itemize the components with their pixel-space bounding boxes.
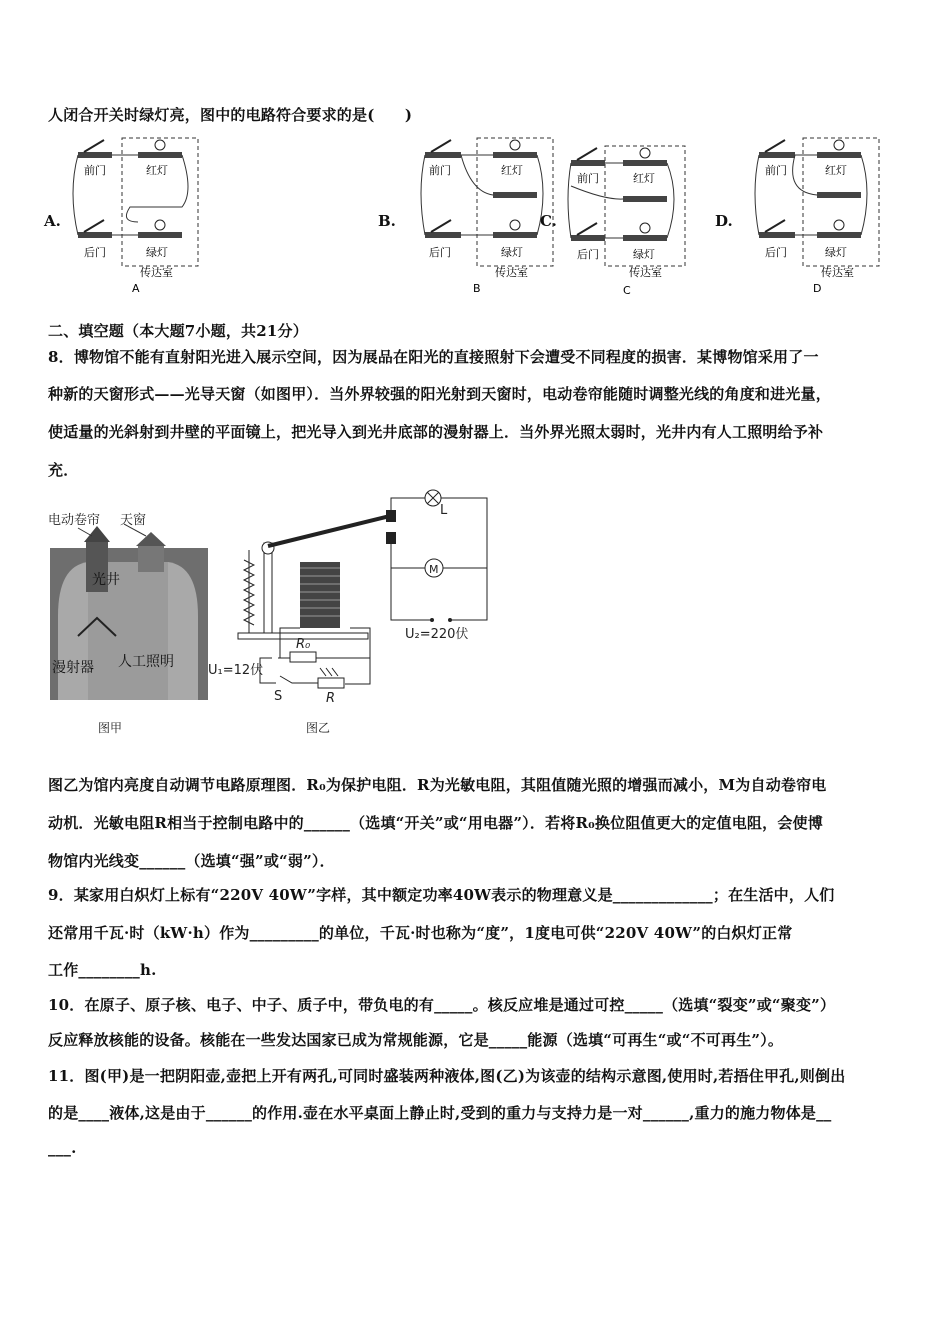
back-switch-base: [425, 232, 461, 238]
figure-jia: [48, 506, 218, 751]
q8-line-3: 使适量的光斜射到井壁的平面镜上，把光导入到光井底部的漫射器上．当外界光照太弱时，光井内有人工照明给予补: [48, 423, 824, 441]
front-door-text: 前门: [84, 164, 106, 177]
back-door-text: 后门: [429, 246, 451, 259]
green-lamp-base: [623, 235, 667, 241]
q11-line-2: 的是____液体,这是由于______的作用.壶在水平桌面上静止时,受到的重力与支持力是一对______,重力的施力物体是__: [48, 1104, 832, 1122]
circuit-diagram-d: [745, 132, 895, 297]
green-lamp-bulb: [510, 220, 520, 230]
red-lamp-bulb: [640, 148, 650, 158]
red-lamp-bulb: [834, 140, 844, 150]
caption-b: B: [473, 282, 481, 295]
front-door-text: 前门: [577, 172, 599, 185]
well-label: 光井: [92, 572, 120, 588]
green-lamp-base: [493, 232, 537, 238]
back-switch-lever: [577, 223, 597, 235]
green-light-text: 绿灯: [501, 246, 523, 259]
back-switch-base: [78, 232, 112, 238]
red-light-text: 红灯: [146, 164, 168, 177]
green-lamp-base: [817, 232, 861, 238]
q10-line-2: 反应释放核能的设备。核能在一些发达国家已成为常规能源，它是_____能源（选填“可再生“或“不可再生”）。: [48, 1031, 784, 1049]
green-light-text: 绿灯: [146, 246, 168, 259]
pointer-line: [78, 528, 92, 536]
r-label: R: [326, 691, 336, 706]
red-lamp-base: [138, 152, 182, 158]
lighting-label: 人工照明: [118, 654, 174, 670]
q7-stem: 人闭合开关时绿灯亮，图中的电路符合要求的是( ): [48, 106, 413, 124]
front-switch-lever: [577, 148, 597, 160]
motor-label: M: [429, 563, 439, 576]
q8-line-1: 8．博物馆不能有直射阳光进入展示空间，因为展品在阳光的直接照射下会遭受不同程度的损害．某博物馆采用了一: [48, 348, 819, 366]
lamp-label: L: [440, 503, 448, 518]
q10-line-1: 10．在原子、原子核、电子、中子、质子中，带负电的有_____。核反应堆是通过可控_____（选填“裂变”或“聚变”）: [48, 996, 836, 1014]
figure-yi-caption: 图乙: [306, 721, 331, 735]
terminal: [430, 618, 434, 622]
motor-wire: [391, 544, 425, 568]
front-switch-base: [425, 152, 461, 158]
red-light-text: 红灯: [825, 164, 847, 177]
room-text: 传达室: [140, 266, 173, 279]
front-door-text: 前门: [429, 164, 451, 177]
room-text: 传达室: [495, 266, 528, 279]
back-door-text: 后门: [84, 246, 106, 259]
red-lamp-base: [493, 152, 537, 158]
back-switch-lever: [431, 220, 451, 232]
terminal: [448, 618, 452, 622]
back-switch-base: [571, 235, 605, 241]
room-text: 传达室: [821, 266, 854, 279]
q11-line-3: ___.: [48, 1139, 77, 1157]
front-switch-lever: [84, 140, 104, 152]
circuit-diagram-a: [60, 132, 210, 297]
option-c-label: C.: [540, 212, 557, 230]
back-door-text: 后门: [765, 246, 787, 259]
green-light-text: 绿灯: [633, 248, 655, 261]
armature-lever: [268, 516, 390, 546]
middle-bar: [493, 192, 537, 198]
q9-line-2: 还常用千瓦·时（kW·h）作为_________的单位，千瓦·时也称为“度”，1度电可供“220V 40W”的白炽灯正常: [48, 924, 793, 942]
r0-resistor: [290, 652, 316, 662]
q8-line-2: 种新的天窗形式——光导天窗（如图甲）．当外界较强的阳光射到天窗时，电动卷帘能随时调整光线的角度和进光量，: [48, 385, 831, 403]
caption-c: C: [623, 284, 631, 297]
q11-line-1: 11．图(甲)是一把阴阳壶,壶把上开有两孔,可同时盛装两种液体,图(乙)为该壶的结构示意图,使用时,若捂住甲孔,则倒出: [48, 1067, 846, 1085]
switch-label: S: [274, 689, 283, 704]
option-b-label: B.: [378, 212, 396, 230]
red-light-text: 红灯: [501, 164, 523, 177]
circuit-diagram-c: [565, 140, 695, 300]
figure-yi: [200, 488, 500, 750]
u1-label: U₁=12伏: [208, 663, 264, 678]
front-switch-lever: [431, 140, 451, 152]
green-light-text: 绿灯: [825, 246, 847, 259]
work-circuit-wires: [391, 498, 487, 620]
front-switch-base: [759, 152, 795, 158]
curtain-label: 电动卷帘: [48, 513, 101, 528]
red-light-text: 红灯: [633, 172, 655, 185]
q8-line-4: 充．: [48, 461, 79, 479]
caption-a: A: [132, 282, 140, 295]
room-text: 传达室: [629, 266, 662, 279]
option-a-label: A.: [44, 212, 61, 230]
front-switch-lever: [765, 140, 785, 152]
back-switch-lever: [765, 220, 785, 232]
caption-d: D: [813, 282, 822, 295]
green-lamp-base: [138, 232, 182, 238]
back-door-text: 后门: [577, 248, 599, 261]
q8-after-line-3: 物馆内光线变______（选填“强”或“弱”）．: [48, 852, 335, 870]
option-d-label: D.: [715, 212, 733, 230]
q8-after-line-1: 图乙为馆内亮度自动调节电路原理图．R₀为保护电阻．R为光敏电阻，其阻值随光照的增强而减小，M为自动卷帘电: [48, 776, 827, 794]
skylight-label: 天窗: [120, 513, 147, 528]
section-heading: 二、填空题（本大题7小题，共21分）: [48, 322, 308, 340]
red-lamp-bulb: [155, 140, 165, 150]
middle-bar: [817, 192, 861, 198]
q9-line-1: 9．某家用白炽灯上标有“220V 40W”字样，其中额定功率40W表示的物理意义是_____________；在生活中，人们: [48, 886, 835, 904]
electromagnet-coil: [300, 562, 340, 628]
green-lamp-bulb: [640, 223, 650, 233]
green-lamp-bulb: [834, 220, 844, 230]
green-lamp-bulb: [155, 220, 165, 230]
q9-line-3: 工作________h.: [48, 961, 157, 979]
back-switch-base: [759, 232, 795, 238]
red-lamp-base: [623, 160, 667, 166]
front-door-text: 前门: [765, 164, 787, 177]
lower-contact: [386, 532, 396, 544]
skylight-cap: [136, 532, 166, 546]
photoresistor: [318, 678, 344, 688]
upper-contact: [386, 510, 396, 522]
light-arrows-icon: [320, 668, 338, 676]
u2-label: U₂=220伏: [405, 627, 469, 642]
figure-jia-caption: 图甲: [98, 721, 123, 735]
skylight-box: [138, 546, 164, 572]
r0-label: R₀: [296, 637, 311, 652]
red-lamp-base: [817, 152, 861, 158]
front-switch-base: [571, 160, 605, 166]
circuit-diagram-b: [415, 132, 565, 297]
diffuser-label: 漫射器: [52, 660, 94, 676]
red-lamp-bulb: [510, 140, 520, 150]
pivot-post: [264, 543, 272, 633]
q8-after-line-2: 动机．光敏电阻R相当于控制电路中的______（选填“开关”或“用电器”）．若将R₀换位阻值更大的定值电阻，会使博: [48, 814, 823, 832]
back-switch-lever: [84, 220, 104, 232]
middle-bar: [623, 196, 667, 202]
front-switch-base: [78, 152, 112, 158]
